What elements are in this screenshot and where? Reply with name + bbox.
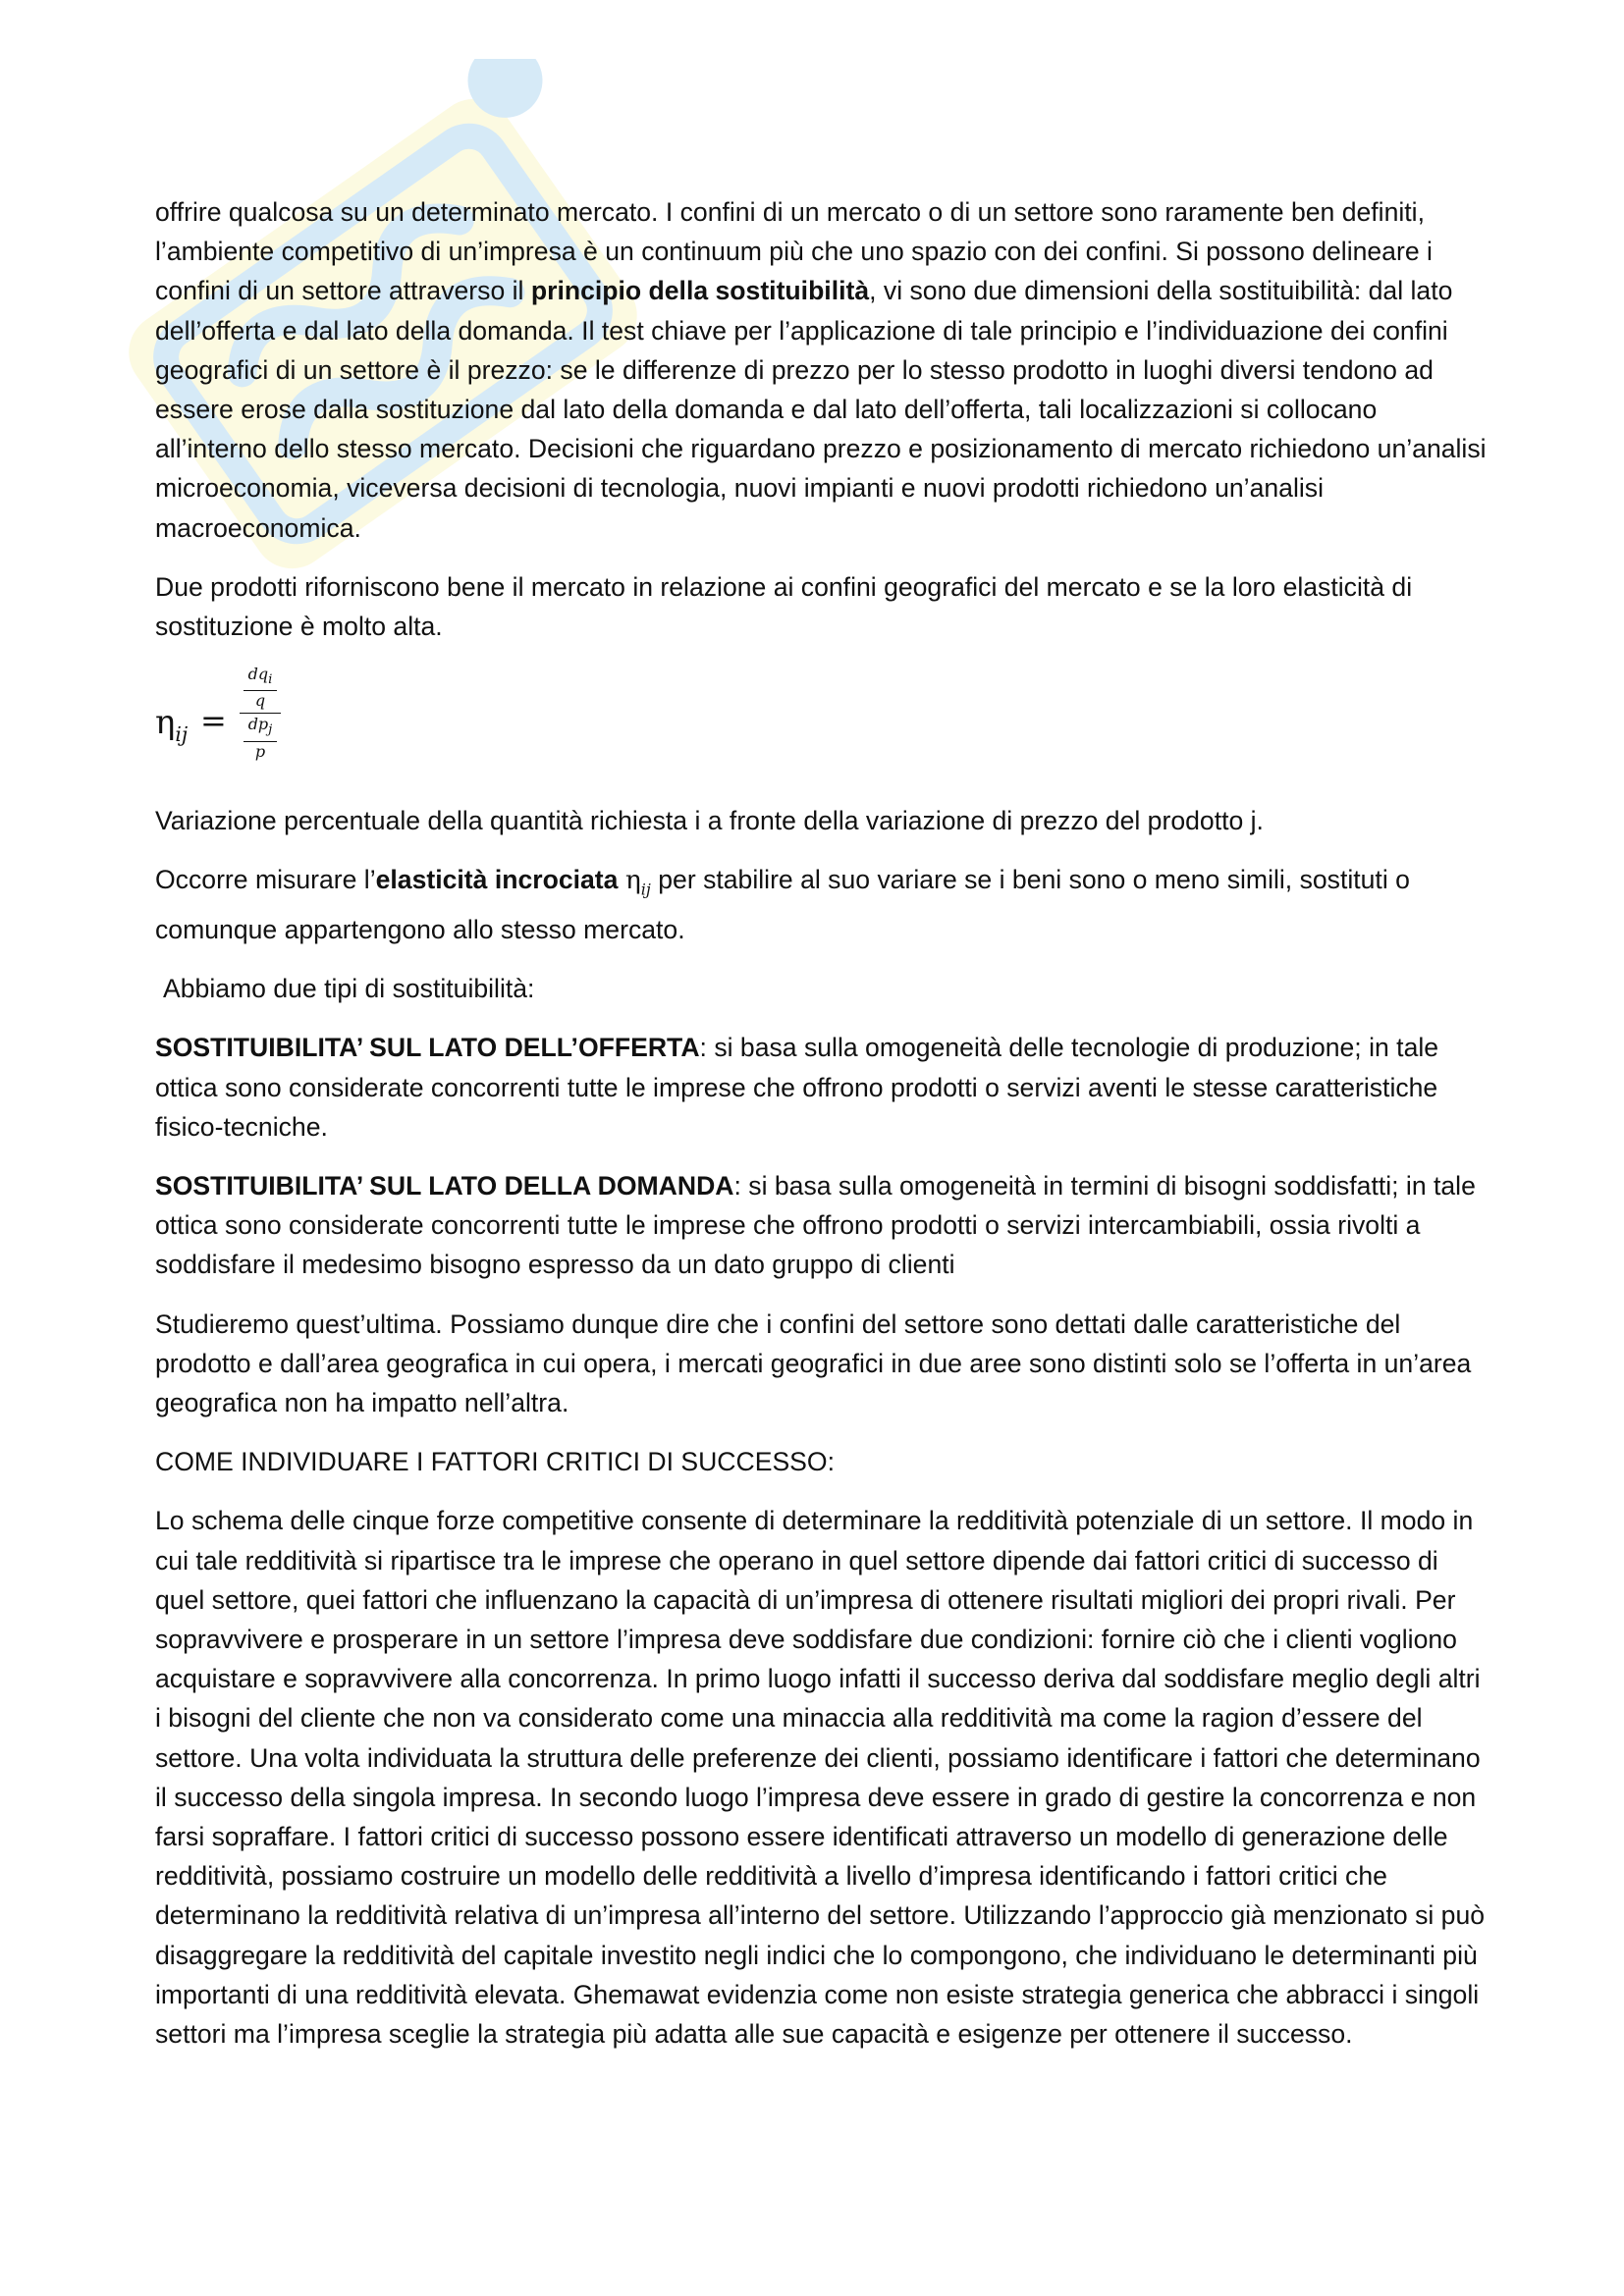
section-heading-success-factors: COME INDIVIDUARE I FATTORI CRITICI DI SUCCESSO:: [155, 1447, 835, 1477]
paragraph-study-latter: Studieremo quest’ultima. Possiamo dunque dire che i confini del settore sono dettati dalle caratteristiche del prodotto e dall’area geografica in cui opera, i mercati geografici in due aree sono distinti solo se l’offerta in un’area geografica non ha impatto nell’altra.: [155, 1308, 1472, 1417]
paragraph-supply-substitutability: SOSTITUIBILITA’ SUL LATO DELL’OFFERTA: si basa sulla omogeneità delle tecnologie di produzione; in tale ottica sono considerate concorrenti tutte le imprese che offrono prodotti o servizi aventi le stesse caratteristiche fisico-tecniche.: [155, 1033, 1439, 1142]
paragraph-market-boundaries: offrire qualcosa su un determinato mercato. I confini di un mercato o di un settore sono raramente ben definiti, l’ambiente competitivo di un’impresa è un continuum più che uno spazio con dei confini. Si possono delineare i confini di un settore attraverso il principio della sostituibilità, vi sono due dimensioni della sostituibilità: dal lato dell’offerta e dal lato della domanda. Il test chiave per l’applicazione di tale principio e l’individuazione dei confini geografici di un settore è il prezzo: se le differenze di prezzo per lo stesso prodotto in luoghi diversi tendono ad essere erose dalla sostituzione dal lato della domanda e dal lato dell’offerta, tali localizzazioni si collocano all’interno dello stesso mercato. Decisioni che riguardano prezzo e posizionamento di mercato richiedono un’analisi microeconomia, viceversa decisioni di tecnologia, nuovi impianti e nuovi prodotti richiedono un’analisi macroeconomica.: [155, 197, 1487, 543]
formula-denominator: $dp_j$ p: [240, 716, 281, 760]
paragraph-demand-substitutability: SOSTITUIBILITA’ SUL LATO DELLA DOMANDA: si basa sulla omogeneità in termini di bisogni soddisfatti; in tale ottica sono considerate concorrenti tutte le imprese che offrono prodotti o servizi intercambiabili, ossia rivolti a soddisfare il medesimo bisogno espresso da un dato gruppo di clienti: [155, 1170, 1476, 1280]
bold-cross-elasticity: elasticità incrociata: [375, 865, 619, 895]
bold-demand-heading: SOSTITUIBILITA’ SUL LATO DELLA DOMANDA: [155, 1170, 734, 1201]
elasticity-formula: [155, 666, 1490, 785]
formula-lhs: $\eta_{ij}$: [155, 703, 189, 747]
paragraph-cross-elasticity: Occorre misurare l’elasticità incrociata $\eta_{ij}$ per stabilire al suo variare se i beni sono o meno simili, sostituti o comunque appartengono allo stesso mercato.: [155, 865, 1410, 944]
paragraph-two-products: Due prodotti riforniscono bene il mercato in relazione ai confini geografici del mercato e se la loro elasticità di sostituzione è molto alta.: [155, 571, 1413, 642]
bold-substitutability-principle: principio della sostituibilità: [530, 276, 870, 306]
formula-equals: =: [200, 702, 227, 740]
paragraph-percent-variation: Variazione percentuale della quantità richiesta i a fronte della variazione di prezzo del prodotto j.: [155, 806, 1264, 836]
bold-supply-heading: SOSTITUIBILITA’ SUL LATO DELL’OFFERTA: [155, 1033, 700, 1063]
inline-eta-symbol: $\eta_{ij}$: [624, 865, 651, 899]
formula-fraction: [240, 666, 281, 760]
document-body: [155, 192, 1490, 2073]
paragraph-five-forces: Lo schema delle cinque forze competitive consente di determinare la redditività potenziale di un settore. Il modo in cui tale redditività si ripartisce tra le imprese che operano in quel settore dipende dai fattori critici di successo di quel settore, quei fattori che influenzano la capacità di un’impresa di ottenere risultati migliori dei propri rivali. Per sopravvivere e prosperare in un settore l’impresa deve soddisfare due condizioni: fornire ciò che i clienti vogliono acquistare e sopravvivere alla concorrenza. In primo luogo infatti il successo deriva dal soddisfare meglio degli altri i bisogni del cliente che non va considerato come una minaccia alla redditività ma come la ragion d’essere del settore. Una volta individuata la struttura delle preferenze dei clienti, possiamo identificare i fattori che determinano il successo della singola impresa. In secondo luogo l’impresa deve essere in grado di gestire la concorrenza e non farsi sopraffare. I fattori critici di successo possono essere identificati attraverso un modello di generazione delle redditività, possiamo costruire un modello delle redditività a livello d’impresa identificando i fattori critici che determinano la redditività relativa di un’impresa all’interno del settore. Utilizzando l’approccio già menzionato si può disaggregare la redditività del capitale investito negli indici che lo compongono, che individuano le determinanti più importanti di una redditività elevata. Ghemawat evidenzia come non esiste strategia generica che abbracci i singoli settori ma l’impresa sceglie la strategia più adatta alle sue capacità e esigenze per ottenere il successo.: [155, 1506, 1486, 2050]
paragraph-two-types: Abbiamo due tipi di sostituibilità:: [163, 974, 535, 1004]
formula-numerator: $dq_i$ q: [240, 666, 281, 710]
